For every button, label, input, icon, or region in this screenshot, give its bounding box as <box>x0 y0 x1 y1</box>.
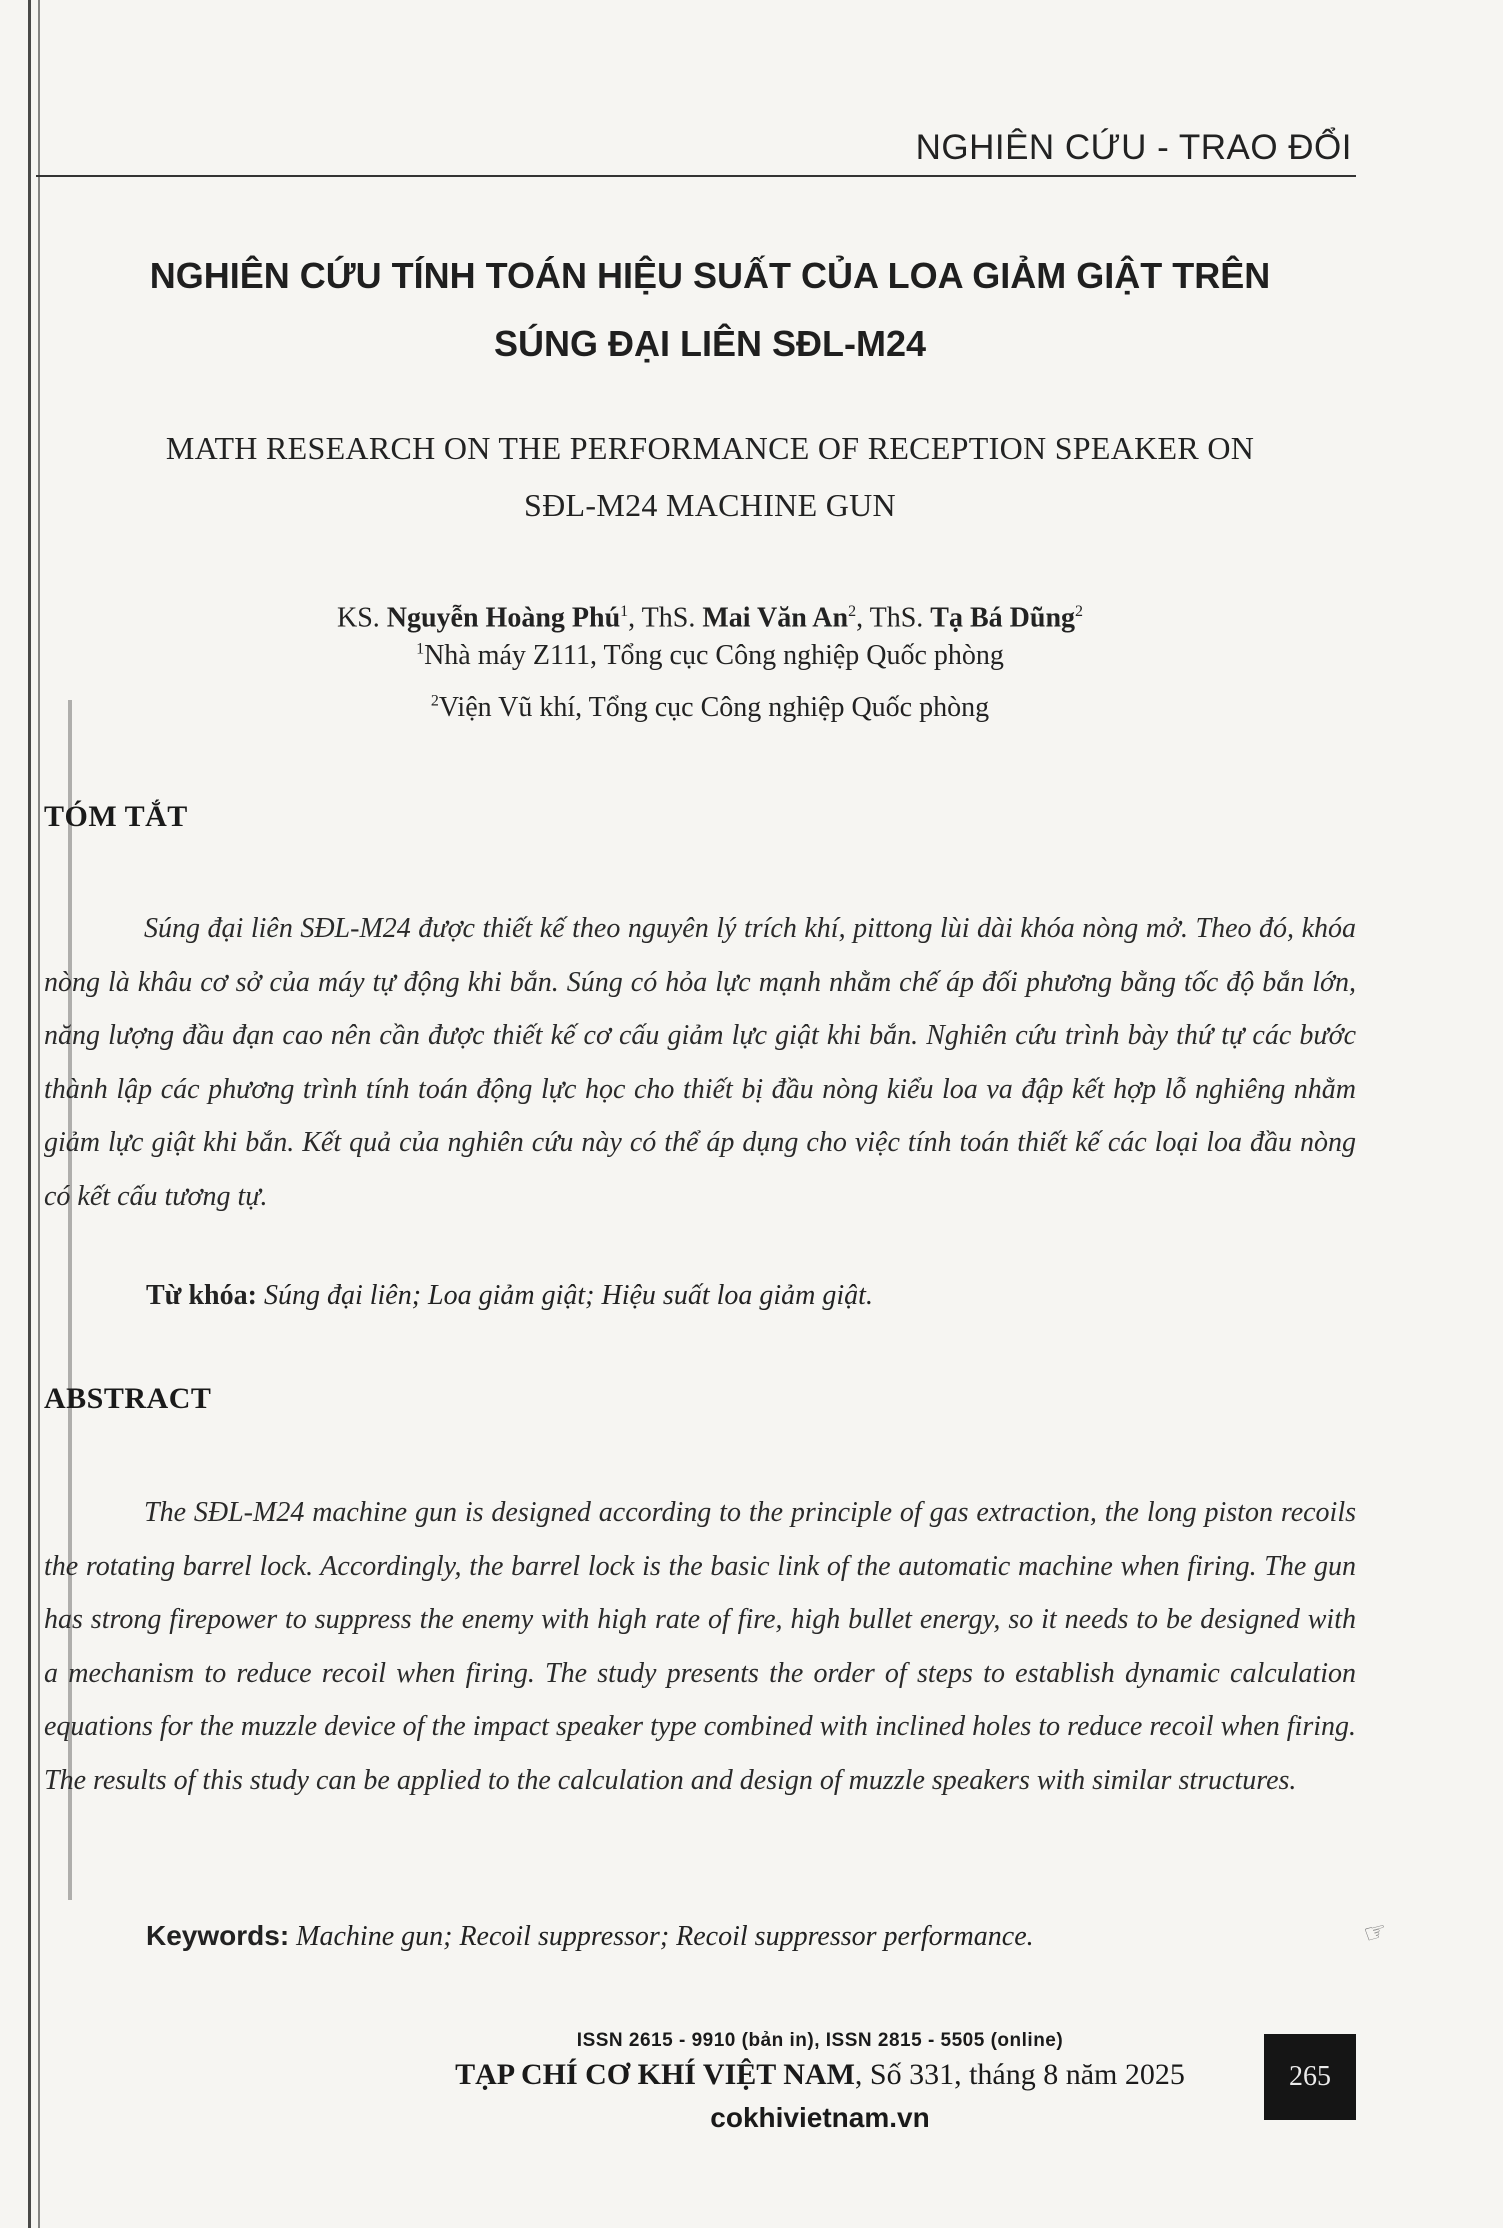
en-title-line-1: MATH RESEARCH ON THE PERFORMANCE OF RECEPTION SPEAKER ON <box>165 430 1255 466</box>
scan-smudge-icon: ☞ <box>1360 1915 1391 1950</box>
footer-issn: ISSN 2615 - 9910 (bản in), ISSN 2815 - 5505 (online) <box>576 2030 1064 2051</box>
footer-journal-name: TẠP CHÍ CƠ KHÍ VIỆT NAM <box>455 2058 855 2091</box>
author-3-sup: 2 <box>1075 603 1084 620</box>
author-2-prefix: ThS. <box>641 602 696 634</box>
abstract-en-text: The SĐL-M24 machine gun is designed according to the principle of gas extraction, the long piston recoils the rotating barrel lock. Accordingly, the barrel lock is the basic link of the automatic machine when firing. The gun has strong firepower to suppress the enemy with high rate of fire, high bullet energy, so it needs to be designed with a mechanism to reduce recoil when firing. The study presents the order of steps to establish dynamic calculation equations for the muzzle device of the impact speaker type combined with inclined holes to reduce recoil when firing. The results of this study can be applied to the calculation and design of muzzle speakers with similar structures. <box>44 1497 1356 1796</box>
footer-journal-issue: , Số 331, tháng 8 năm 2025 <box>854 2058 1185 2091</box>
keywords-en-value: Machine gun; Recoil suppressor; Recoil suppressor performance. <box>296 1921 1034 1952</box>
keywords-vi-value: Súng đại liên; Loa giảm giật; Hiệu suất loa giảm giật. <box>263 1280 873 1311</box>
footer-journal <box>400 2058 1240 2092</box>
author-3-prefix: ThS. <box>869 602 924 634</box>
paper-title-vi <box>40 242 1380 378</box>
title-line-2: SÚNG ĐẠI LIÊN SĐL-M24 <box>493 323 927 364</box>
author-3-name: Tạ Bá Dũng <box>930 602 1076 634</box>
header-rule <box>36 175 1356 177</box>
author-2-name: Mai Văn An <box>702 602 849 634</box>
affiliation-1-sup: 1 <box>416 640 425 658</box>
author-1-sup: 1 <box>620 603 629 620</box>
scan-binding-line <box>28 0 31 2228</box>
section-header: NGHIÊN CỨU - TRAO ĐỔI <box>915 128 1352 167</box>
keywords-en <box>146 1920 1034 1953</box>
author-2-sup: 2 <box>848 603 857 620</box>
paper-title-en <box>60 420 1360 534</box>
affiliation-2 <box>60 692 1360 724</box>
author-list: KS. Nguyễn Hoàng Phú$^1$, ThS. Mai Văn An$^2$, ThS. Tạ Bá Dũng$^2$ <box>336 602 1084 634</box>
affiliation-2-text: Viện Vũ khí, Tổng cục Công nghiệp Quốc phòng <box>438 692 990 723</box>
affiliation-1-text: Nhà máy Z111, Tổng cục Công nghiệp Quốc phòng <box>424 640 1004 671</box>
author-1-name: Nguyễn Hoàng Phú <box>386 602 621 634</box>
affiliation-2-sup: 2 <box>430 692 439 710</box>
keywords-vi <box>146 1280 873 1312</box>
en-title-line-2: SĐL-M24 MACHINE GUN <box>524 487 896 523</box>
author-1-prefix: KS. <box>336 602 380 634</box>
affiliation-1 <box>60 640 1360 672</box>
footer-website: cokhivietnam.vn <box>710 2102 930 2133</box>
title-line-1: NGHIÊN CỨU TÍNH TOÁN HIỆU SUẤT CỦA LOA GIẢM GIẬT TRÊN <box>149 255 1271 296</box>
keywords-en-label: Keywords: <box>146 1920 290 1951</box>
page-number: 265 <box>1264 2034 1356 2120</box>
keywords-vi-label: Từ khóa: <box>146 1280 257 1311</box>
abstract-en-heading: ABSTRACT <box>44 1382 212 1415</box>
abstract-vi-heading: TÓM TẮT <box>44 800 188 833</box>
abstract-vi-text: Súng đại liên SĐL-M24 được thiết kế theo nguyên lý trích khí, pittong lùi dài khóa nòng mở. Theo đó, khóa nòng là khâu cơ sở của máy tự động khi bắn. Súng có hỏa lực mạnh nhằm chế áp đối phương bằng tốc độ bắn lớn, năng lượng đầu đạn cao nên cần được thiết kế cơ cấu giảm lực giật khi bắn. Nghiên cứu trình bày thứ tự các bước thành lập các phương trình tính toán động lực học cho thiết bị đầu nòng kiểu loa va đập kết hợp lỗ nghiêng nhằm giảm lực giật khi bắn. Kết quả của nghiên cứu này có thể áp dụng cho việc tính toán thiết kế các loại loa đầu nòng có kết cấu tương tự. <box>44 913 1356 1212</box>
